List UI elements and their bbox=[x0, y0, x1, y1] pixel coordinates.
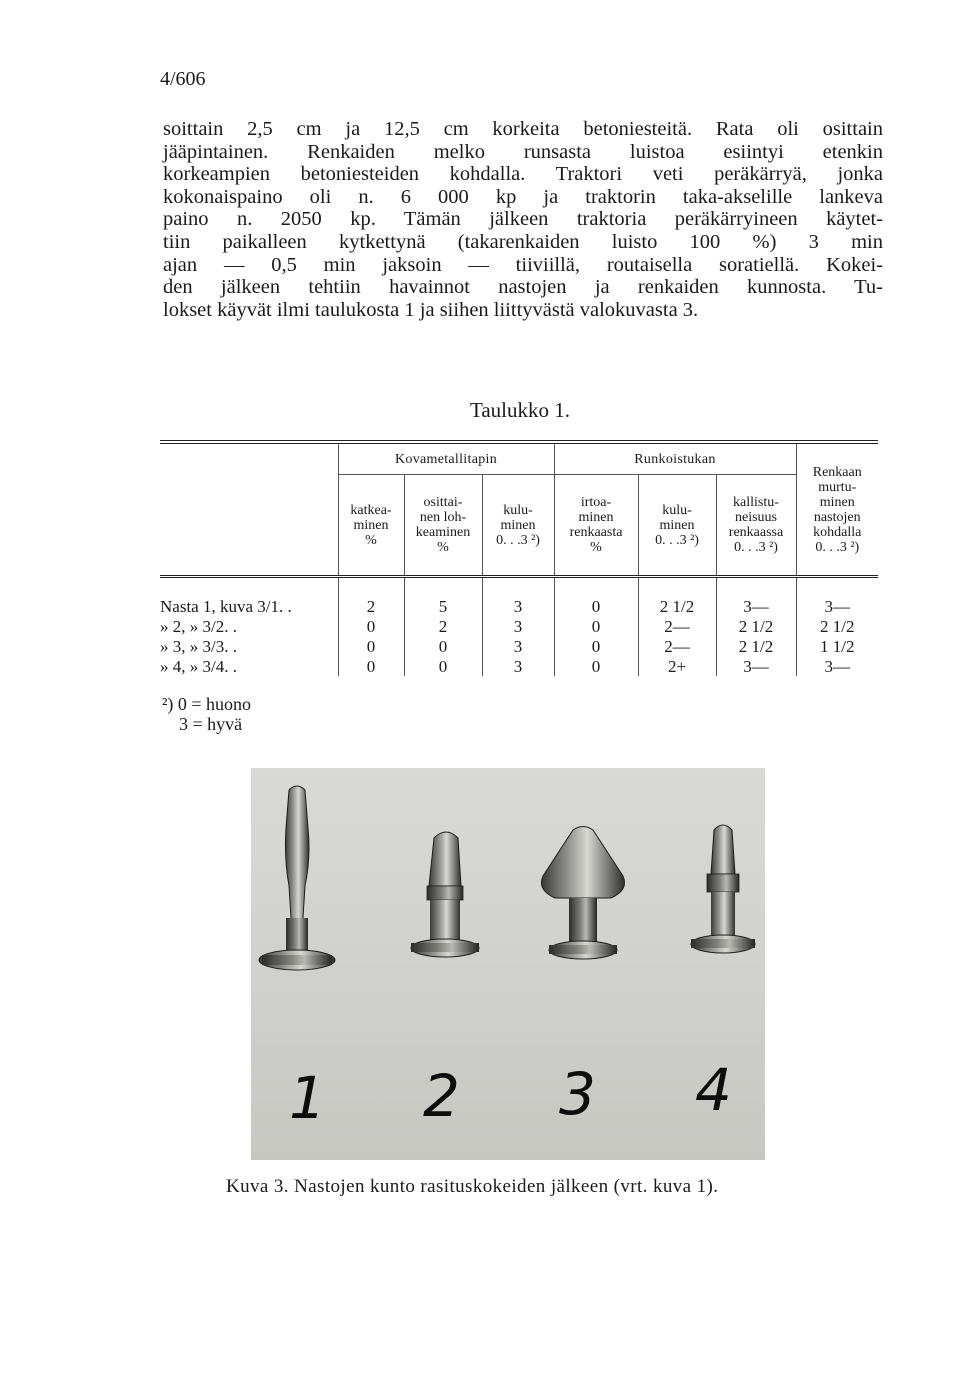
header-irtoaminen bbox=[554, 475, 638, 576]
footnote-line: ²) 0 = huono bbox=[162, 694, 252, 714]
stud-1 bbox=[259, 786, 335, 970]
header-katkeaminen bbox=[338, 475, 404, 576]
studs-photograph bbox=[251, 768, 765, 1160]
table-cell: 0 bbox=[404, 656, 482, 676]
photo-label-4: 4 bbox=[695, 1056, 732, 1124]
figure-caption: Kuva 3. Nastojen kunto rasituskokeiden jälkeen (vrt. kuva 1). bbox=[226, 1176, 719, 1197]
header-kallistuneisuus bbox=[716, 475, 796, 576]
table-cell: 0 bbox=[554, 577, 638, 617]
text-line: lokset käyvät ilmi taulukosta 1 ja siihen liittyvästä valokuvasta 3. bbox=[163, 298, 699, 321]
text-line: kokonaispaino oli n. 6 000 kp ja traktorin taka-akselille lankeva bbox=[163, 185, 883, 208]
table-cell: 0 bbox=[554, 616, 638, 636]
header-line: renkaassa bbox=[728, 525, 784, 540]
row-label: Nasta 1, kuva 3/1. . bbox=[160, 596, 292, 616]
header-line: % bbox=[365, 532, 377, 548]
table-cell: 3 bbox=[482, 577, 554, 617]
table-row bbox=[160, 636, 878, 656]
text-line: paino n. 2050 kp. Tämän jälkeen traktoria peräkärryineen käytet- bbox=[163, 208, 883, 231]
table-cell: 2— bbox=[638, 616, 716, 636]
stud-2 bbox=[411, 832, 479, 957]
header-line: % bbox=[437, 540, 449, 555]
header-line: kulu- bbox=[662, 502, 692, 518]
results-table bbox=[160, 440, 878, 676]
header-renkaan-murtuminen bbox=[796, 444, 878, 575]
table-cell: 3 bbox=[482, 636, 554, 656]
header-line: nen loh- bbox=[419, 510, 467, 525]
footnote bbox=[162, 694, 251, 734]
table-cell: 0 bbox=[338, 636, 404, 656]
table-cell: 3 bbox=[482, 656, 554, 676]
table-cell: 3— bbox=[796, 656, 878, 676]
header-line: neisuus bbox=[735, 510, 777, 525]
header-line: minen bbox=[500, 517, 536, 533]
header-line: 0. . .3 ²) bbox=[734, 540, 778, 555]
table-cell: 5 bbox=[404, 577, 482, 617]
text-line: jääpintainen. Renkaiden melko runsasta luistoa esiintyi etenkin bbox=[163, 140, 883, 163]
footnote-line: 3 = hyvä bbox=[179, 714, 243, 734]
table-cell: 0 bbox=[554, 656, 638, 676]
header-line: keaminen bbox=[415, 525, 471, 540]
header-line: irtoa- bbox=[580, 495, 612, 510]
table-cell: 1 1/2 bbox=[796, 636, 878, 656]
group-header-kovametalli: Kovametallitapin bbox=[338, 444, 554, 475]
table-cell: 0 bbox=[338, 616, 404, 636]
header-line: 0. . .3 ²) bbox=[655, 532, 699, 548]
stub-header bbox=[160, 444, 338, 575]
row-label: » 2, » 3/2. . bbox=[160, 616, 237, 636]
header-kuluminen-tappi bbox=[482, 475, 554, 576]
table-cell: 3— bbox=[796, 577, 878, 617]
table-cell: 3— bbox=[716, 577, 796, 617]
photo-label-1: 1 bbox=[289, 1064, 326, 1132]
table-cell: 2— bbox=[638, 636, 716, 656]
table-cell: 2 1/2 bbox=[796, 616, 878, 636]
header-line: minen bbox=[659, 517, 695, 533]
header-line: kohdalla bbox=[813, 524, 862, 540]
stud-4 bbox=[691, 825, 755, 953]
photo-label-2: 2 bbox=[423, 1062, 460, 1130]
table-cell: 2 bbox=[338, 577, 404, 617]
header-lohkeaminen bbox=[404, 475, 482, 576]
table-row bbox=[160, 656, 878, 676]
table-cell: 3— bbox=[716, 656, 796, 676]
table-cell: 2 1/2 bbox=[638, 577, 716, 617]
header-line: katkea- bbox=[350, 502, 392, 518]
row-label: » 4, » 3/4. . bbox=[160, 656, 237, 676]
header-line: osittai- bbox=[423, 495, 463, 510]
page-number: 4/606 bbox=[160, 68, 206, 90]
header-line: 0. . .3 ²) bbox=[815, 539, 860, 555]
table-cell: 2 1/2 bbox=[716, 616, 796, 636]
header-line: nastojen bbox=[813, 509, 861, 525]
stud-3 bbox=[542, 827, 625, 960]
text-line: ajan — 0,5 min jaksoin — tiiviillä, routaisella soratiellä. Kokei- bbox=[163, 253, 883, 276]
table-cell: 0 bbox=[338, 656, 404, 676]
header-line: minen bbox=[578, 510, 614, 525]
table-cell: 2 bbox=[404, 616, 482, 636]
table-title: Taulukko 1. bbox=[469, 398, 571, 422]
header-line: Renkaan bbox=[812, 464, 862, 480]
header-line: minen bbox=[353, 517, 389, 533]
header-line: 0. . .3 ²) bbox=[496, 532, 540, 548]
table-cell: 2+ bbox=[638, 656, 716, 676]
group-header-runko: Runkoistukan bbox=[554, 444, 796, 475]
text-line: den jälkeen tehtiin havainnot nastojen ja renkaiden kunnosta. Tu- bbox=[163, 276, 883, 299]
header-line: renkaasta bbox=[569, 525, 623, 540]
table-row bbox=[160, 577, 878, 617]
text-line: soittain 2,5 cm ja 12,5 cm korkeita betoniesteitä. Rata oli osittain bbox=[163, 118, 883, 140]
header-line: murtu- bbox=[818, 479, 857, 495]
table-cell: 0 bbox=[404, 636, 482, 656]
body-paragraph bbox=[163, 118, 883, 321]
table-cell: 0 bbox=[554, 636, 638, 656]
photo-label-3: 3 bbox=[559, 1060, 596, 1128]
header-line: minen bbox=[819, 494, 855, 510]
table-cell: 2 1/2 bbox=[716, 636, 796, 656]
row-label: » 3, » 3/3. . bbox=[160, 636, 237, 656]
header-kuluminen-runko bbox=[638, 475, 716, 576]
header-line: kallistu- bbox=[733, 495, 779, 510]
text-line: korkeampien betoniesteiden kohdalla. Traktori veti peräkärryä, jonka bbox=[163, 163, 883, 186]
table-row bbox=[160, 616, 878, 636]
text-line: tiin paikalleen kytkettynä (takarenkaiden luisto 100 %) 3 min bbox=[163, 230, 883, 253]
header-line: % bbox=[590, 540, 602, 555]
studs-illustration bbox=[251, 768, 765, 1160]
header-line: kulu- bbox=[503, 502, 533, 518]
table-cell: 3 bbox=[482, 616, 554, 636]
